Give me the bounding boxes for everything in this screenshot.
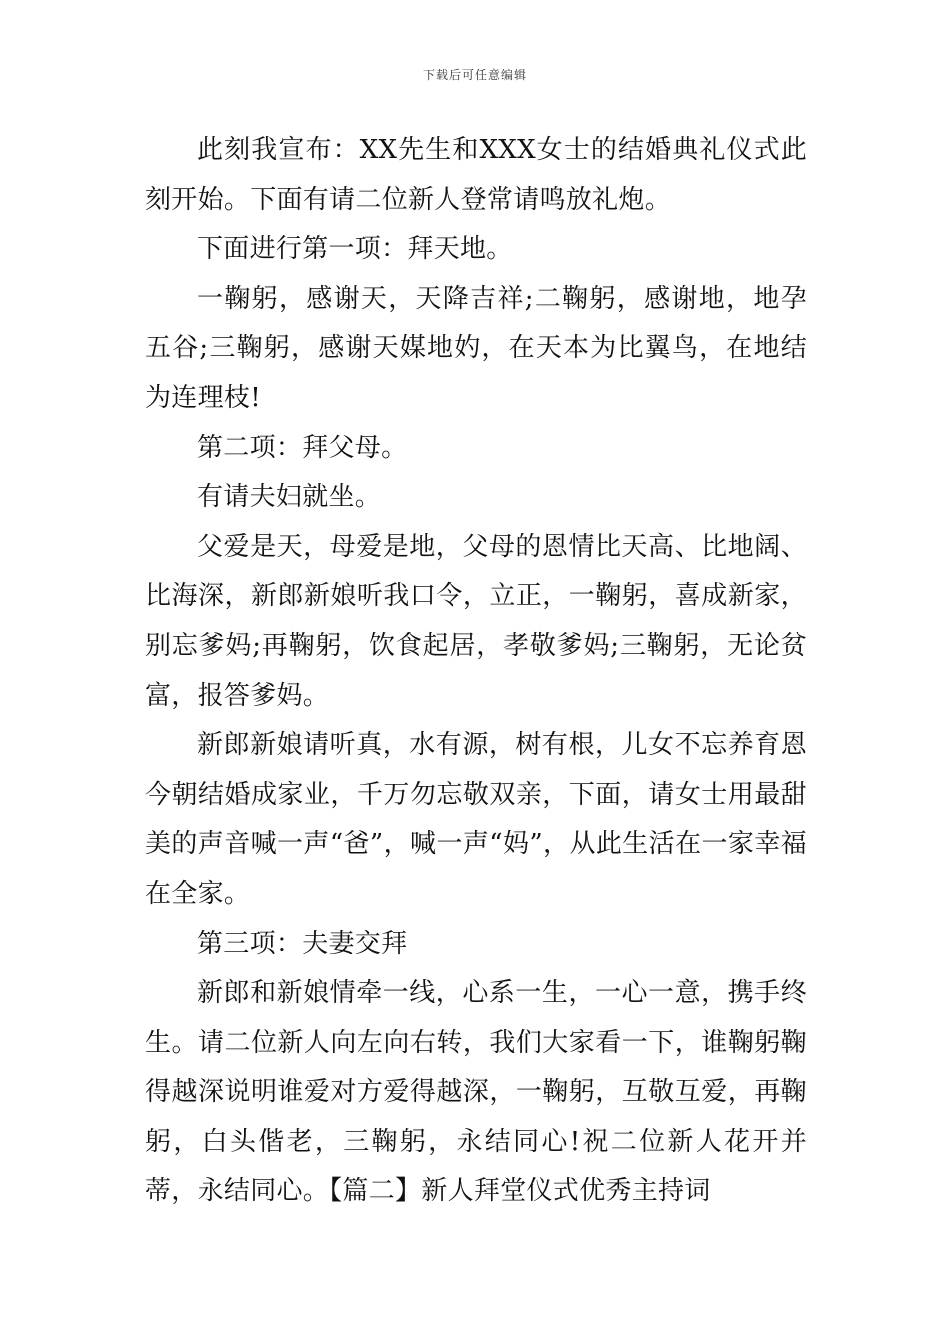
paragraph-bow-parents: 父爱是天，母爱是地，父母的恩情比天高、比地阔、比海深，新郎新娘听我口令，立正，一鞠躬，喜成新家，别忘爹妈;再鞠躬，饮食起居，孝敬爹妈;三鞠躬，无论贫富，报答爹妈。 (145, 531, 807, 711)
paragraph-call-parents: 新郎新娘请听真，水有源，树有根，儿女不忘养育恩今朝结婚成家业，千万勿忘敬双亲，下面，请女士用最甜美的声音喊一声“爸”，喊一声“妈”，从此生活在一家幸福在全家。 (145, 730, 807, 909)
paragraph-item-two-title: 第二项：拜父母。 (197, 432, 408, 463)
paragraph-item-one-title: 下面进行第一项：拜天地。 (197, 234, 513, 265)
paragraph-announcement: 此刻我宣布：XX先生和XXX女士的结婚典礼仪式此刻开始。下面有请二位新人登常请鸣放礼炮。 (145, 135, 807, 215)
paragraph-bow-heaven-earth: 一鞠躬，感谢天，天降吉祥;二鞠躬，感谢地，地孕五谷;三鞠躬，感谢天媒地妁，在天本为比翼鸟，在地结为连理枝! (145, 283, 807, 413)
paragraph-parents-seated: 有请夫妇就坐。 (197, 482, 382, 513)
document-body (145, 126, 807, 1217)
page-header: 下载后可任意编辑 (422, 68, 527, 82)
paragraph-couple-bow: 新郎和新娘情牵一线，心系一生，一心一意，携手终生。请二位新人向左向右转，我们大家看一下，谁鞠躬鞠得越深说明谁爱对方爱得越深，一鞠躬，互敬互爱，再鞠躬，白头偕老，三鞠躬，永结同心!祝二位新人花开并蒂，永结同心。【篇二】新人拜堂仪式优秀主持词 (145, 978, 807, 1207)
paragraph-item-three-title: 第三项：夫妻交拜 (197, 928, 408, 959)
